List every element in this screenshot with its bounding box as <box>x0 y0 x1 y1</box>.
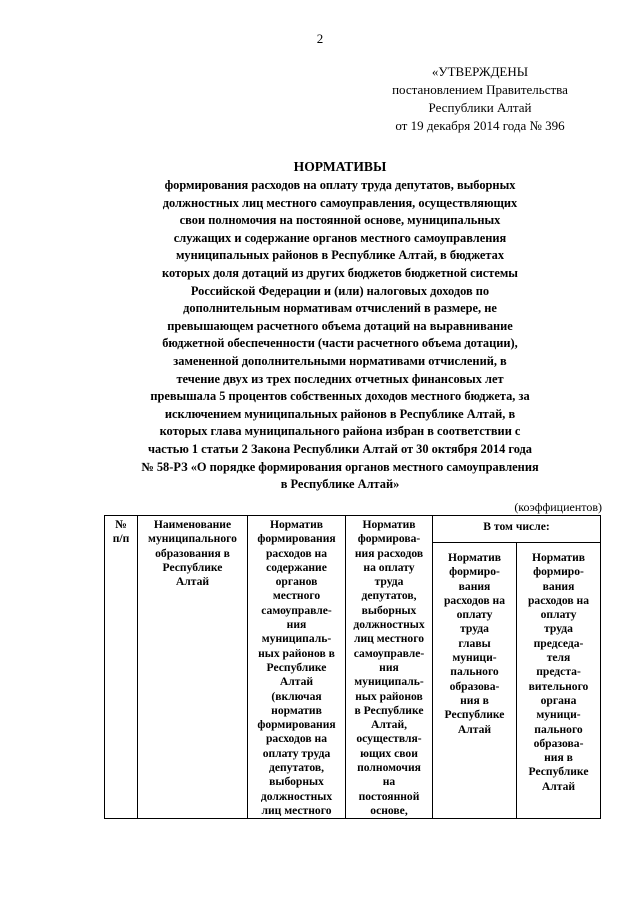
text-line: предста- <box>536 665 581 679</box>
text-line: депутатов, <box>361 589 417 603</box>
text-line: полномочия <box>357 761 421 775</box>
document-title: НОРМАТИВЫ <box>293 159 387 174</box>
text-line: Российской Федерации и (или) налоговых доходов по <box>190 283 490 298</box>
text-line: выборных <box>269 775 324 789</box>
text-line: (включая <box>271 689 322 703</box>
text-line: главы <box>458 636 491 650</box>
text-line: должностных лиц местного самоуправления, осуществляющих <box>162 195 518 210</box>
text-line: № <box>115 518 127 531</box>
text-line: образова- <box>533 736 584 750</box>
text-line: которых доля дотаций из других бюджетов бюджетной системы <box>162 265 518 280</box>
text-line: Республики Алтай <box>428 100 532 115</box>
text-line: ных районов <box>355 689 423 703</box>
units-note: (коэффициентов) <box>514 500 602 514</box>
text-line: формирования <box>257 532 336 546</box>
text-line: которых глава муниципального района избран в соответствии с <box>159 424 521 439</box>
header-including: В том числе: <box>433 516 601 543</box>
text-line: теля <box>546 651 571 665</box>
text-line: лиц местного <box>261 803 332 817</box>
text-line: расходов на <box>265 546 328 560</box>
text-line: ющих свои <box>360 746 418 760</box>
text-line: должностных <box>260 789 333 803</box>
header-norm-chair-pay <box>517 543 601 819</box>
text-line: ния <box>286 618 307 632</box>
text-line: муниципаль- <box>354 675 424 689</box>
text-line: ния в <box>544 751 573 765</box>
text-line: Алтай, <box>370 718 408 732</box>
text-line: Норматив <box>269 518 324 531</box>
text-line: осуществля- <box>356 732 422 746</box>
text-line: дополнительным нормативам отчислений в размере, не <box>183 301 497 316</box>
text-line: лиц местного <box>353 632 425 646</box>
text-line: ния расходов <box>354 546 424 560</box>
text-line: Алтай <box>175 575 210 589</box>
text-line: замененной дополнительными нормативами отчислений, в <box>173 353 507 368</box>
text-line: постановлением Правительства <box>392 82 568 97</box>
text-line: расходов на <box>443 593 506 607</box>
text-line: труда <box>374 575 404 589</box>
text-line: норматив <box>271 703 322 717</box>
text-line: формиро- <box>449 565 500 579</box>
text-line: образования в <box>155 546 230 560</box>
text-line: органов <box>275 575 318 589</box>
text-line: Норматив <box>531 551 586 564</box>
text-line: депутатов, <box>268 761 325 775</box>
text-line: председа- <box>533 636 584 650</box>
header-norm-deputies-pay <box>346 516 433 819</box>
text-line: муниципаль- <box>261 632 332 646</box>
text-line: формиро- <box>533 565 584 579</box>
text-line: Алтай <box>457 722 492 736</box>
document-subtitle <box>60 177 620 494</box>
text-line: № 58-РЗ «О порядке формирования органов местного самоуправления <box>141 459 539 474</box>
text-line: на оплату <box>363 560 415 574</box>
text-line: труда <box>544 622 573 636</box>
text-line: должностных <box>353 618 425 632</box>
text-line: Республике <box>162 560 223 574</box>
approval-block <box>340 63 620 135</box>
text-line: вания <box>458 579 491 593</box>
text-line: превышающем расчетного объема дотаций на выравнивание <box>167 318 513 333</box>
text-line: органа <box>540 693 577 707</box>
text-line: Республике <box>266 660 327 674</box>
text-line: постоянной <box>358 789 420 803</box>
header-norm-bodies-maintenance <box>248 516 346 819</box>
text-line: муниципальных районов в Республике Алтай, в бюджетах <box>175 248 505 263</box>
text-line: частью 1 статьи 2 Закона Республики Алтай от 30 октября 2014 года <box>148 441 532 456</box>
text-line: от 19 декабря 2014 года № 396 <box>395 118 565 133</box>
text-line: течение двух из трех последних отчетных финансовых лет <box>176 371 504 386</box>
header-number <box>105 516 138 819</box>
text-line: оплату <box>540 608 577 622</box>
text-line: Республике <box>444 708 505 722</box>
text-line: вания <box>542 579 575 593</box>
header-municipality-name <box>138 516 248 819</box>
text-line: местного <box>272 589 321 603</box>
text-line: ных районов в <box>258 646 335 660</box>
text-line: служащих и содержание органов местного самоуправления <box>173 230 507 245</box>
page-number: 2 <box>316 31 324 46</box>
text-line: Наименование <box>153 518 232 531</box>
text-line: ния в <box>460 693 489 707</box>
text-line: «УТВЕРЖДЕНЫ <box>431 64 529 79</box>
text-line: муниципального <box>148 532 237 546</box>
text-line: Норматив <box>447 551 502 564</box>
text-line: ния <box>379 660 399 674</box>
text-line: в Республике <box>354 703 424 717</box>
text-line: формирования расходов на оплату труда депутатов, выборных <box>164 178 516 192</box>
text-line: выборных <box>361 603 417 617</box>
text-line: содержание <box>266 560 327 574</box>
header-norm-head-pay <box>433 543 517 819</box>
text-line: Норматив <box>362 518 416 531</box>
text-line: вительного <box>528 679 589 693</box>
text-line: формирования <box>257 718 336 732</box>
text-line: образова- <box>449 679 500 693</box>
text-line: бюджетной обеспеченности (части расчетного объема дотации), <box>162 336 518 351</box>
text-line: превышала 5 процентов собственных доходов местного бюджета, за <box>150 389 530 404</box>
text-line: пального <box>450 665 499 679</box>
text-line: муници- <box>536 708 581 722</box>
text-line: исключением муниципальных районов в Республике Алтай, в <box>164 406 516 421</box>
text-line: Алтай <box>279 675 314 689</box>
text-line: самоуправле- <box>261 603 332 617</box>
text-line: свои полномочия на постоянной основе, муниципальных <box>179 213 501 228</box>
text-line: Алтай <box>541 779 576 793</box>
text-line: пального <box>534 722 583 736</box>
text-line: п/п <box>112 532 130 546</box>
text-line: труда <box>460 622 489 636</box>
text-line: самоуправле- <box>353 646 425 660</box>
text-line: оплату <box>456 608 493 622</box>
text-line: основе, <box>370 803 408 817</box>
text-line: в Республике Алтай» <box>280 477 400 492</box>
text-line: оплату труда <box>262 746 331 760</box>
text-line: расходов на <box>527 593 590 607</box>
text-line: формирова- <box>357 532 421 546</box>
text-line: муници- <box>452 651 497 665</box>
text-line: расходов на <box>265 732 328 746</box>
text-line: на <box>382 775 396 789</box>
text-line: Республике <box>528 765 589 779</box>
table-header-row <box>105 516 601 543</box>
norms-table <box>104 515 601 819</box>
